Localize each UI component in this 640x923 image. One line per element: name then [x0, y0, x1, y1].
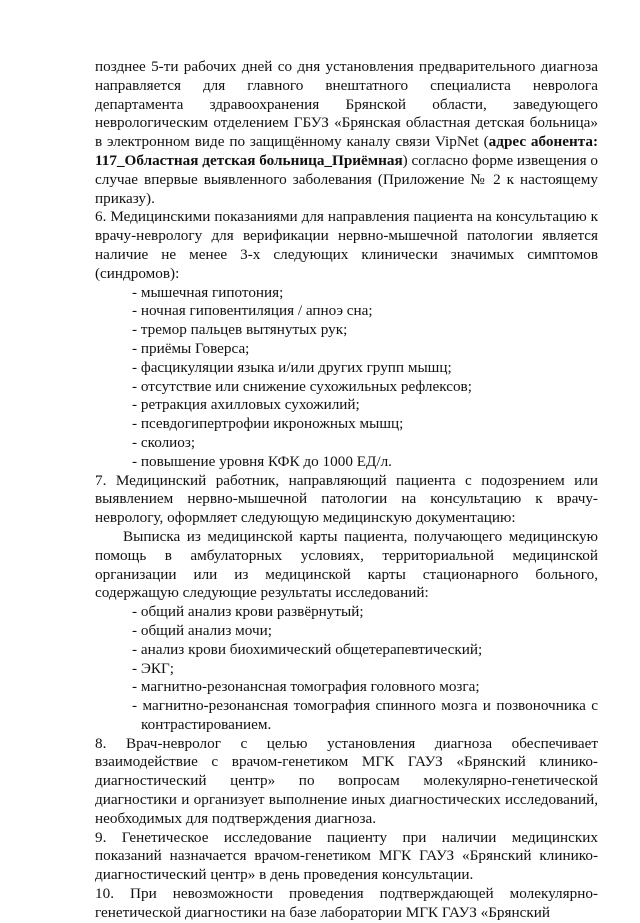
paragraph-5-text: позднее 5-ти рабочих дней со дня установления предварительного диагноза направляется для главного внештатного специалиста невролога департамента здравоохранения Брянской области, заведующего неврологическим отделением ГБУЗ «Брянская областная детская больница» в электронном виде по защищённому каналу связи VipNet ( [95, 58, 598, 151]
vipnet-address: адрес абонента: 117_Областная детская больница_Приёмная [95, 133, 599, 169]
symptom-item: - отсутствие или снижение сухожильных рефлексов; [132, 377, 472, 395]
symptom-list [95, 284, 598, 472]
test-list [95, 603, 598, 735]
symptom-item: - приёмы Говерса; [132, 339, 250, 357]
paragraph-7-extract: Выписка из медицинской карты пациента, получающего медицинскую помощь в амбулаторных условиях, территориальной медицинской организации или из медицинской карты стационарного больного, содержащую следующие результаты исследований: [95, 527, 598, 602]
test-item: - ЭКГ; [132, 659, 175, 677]
test-item: - общий анализ мочи; [132, 621, 272, 639]
symptom-item: - повышение уровня КФК до 1000 ЕД/л. [132, 452, 392, 470]
test-item: - магнитно-резонансная томография головного мозга; [132, 678, 480, 696]
test-item: - анализ крови биохимический общетерапевтический; [132, 640, 483, 658]
symptom-item: - мышечная гипотония; [132, 283, 284, 301]
symptom-item: - сколиоз; [132, 433, 196, 451]
paragraph-7: 7. Медицинский работник, направляющий пациента с подозрением или выявлением нервно-мышечной патологии на консультацию к врачу-неврологу, оформляет следующую медицинскую документацию: [95, 471, 598, 527]
paragraph-10: 10. При невозможности проведения подтверждающей молекулярно-генетической диагностики на базе лаборатории МГК ГАУЗ «Брянский [95, 885, 598, 921]
symptom-item: - ретракция ахилловых сухожилий; [132, 396, 360, 414]
test-item: - магнитно-резонансная томография спинного мозга и позвоночника с контрастированием. [132, 697, 598, 733]
paragraph-5-continuation [95, 58, 598, 208]
symptom-item: - тремор пальцев вытянутых рук; [132, 321, 348, 339]
symptom-item: - ночная гиповентиляция / апноэ сна; [132, 302, 373, 320]
symptom-item: - псевдогипертрофии икроножных мышц; [132, 415, 404, 433]
test-item: - общий анализ крови развёрнутый; [132, 603, 364, 621]
paragraph-8: 8. Врач-невролог с целью установления диагноза обеспечивает взаимодействие с врачом-генетиком МГК ГАУЗ «Брянский клинико-диагностический центр» по вопросам молекулярно-генетической диагностики и организует выполнение иных диагностических исследований, необходимых для подтверждения диагноза. [95, 734, 598, 827]
symptom-item: - фасцикуляции языка и/или других групп мышц; [132, 358, 452, 376]
paragraph-5-text-end: ) согласно форме извещения о случае впервые выявленного заболевания (Приложение № 2 к настоящему приказу). [95, 151, 598, 207]
paragraph-9: 9. Генетическое исследование пациенту при наличии медицинских показаний назначается врачом-генетиком МГК ГАУЗ «Брянский клинико-диагностический центр» в день проведения консультации. [95, 828, 598, 884]
document-page [95, 58, 598, 923]
paragraph-6: 6. Медицинскими показаниями для направления пациента на консультацию к врачу-неврологу для верификации нервно-мышечной патологии является наличие не менее 3-х следующих клинически значимых симптомов (синдромов): [95, 208, 598, 282]
